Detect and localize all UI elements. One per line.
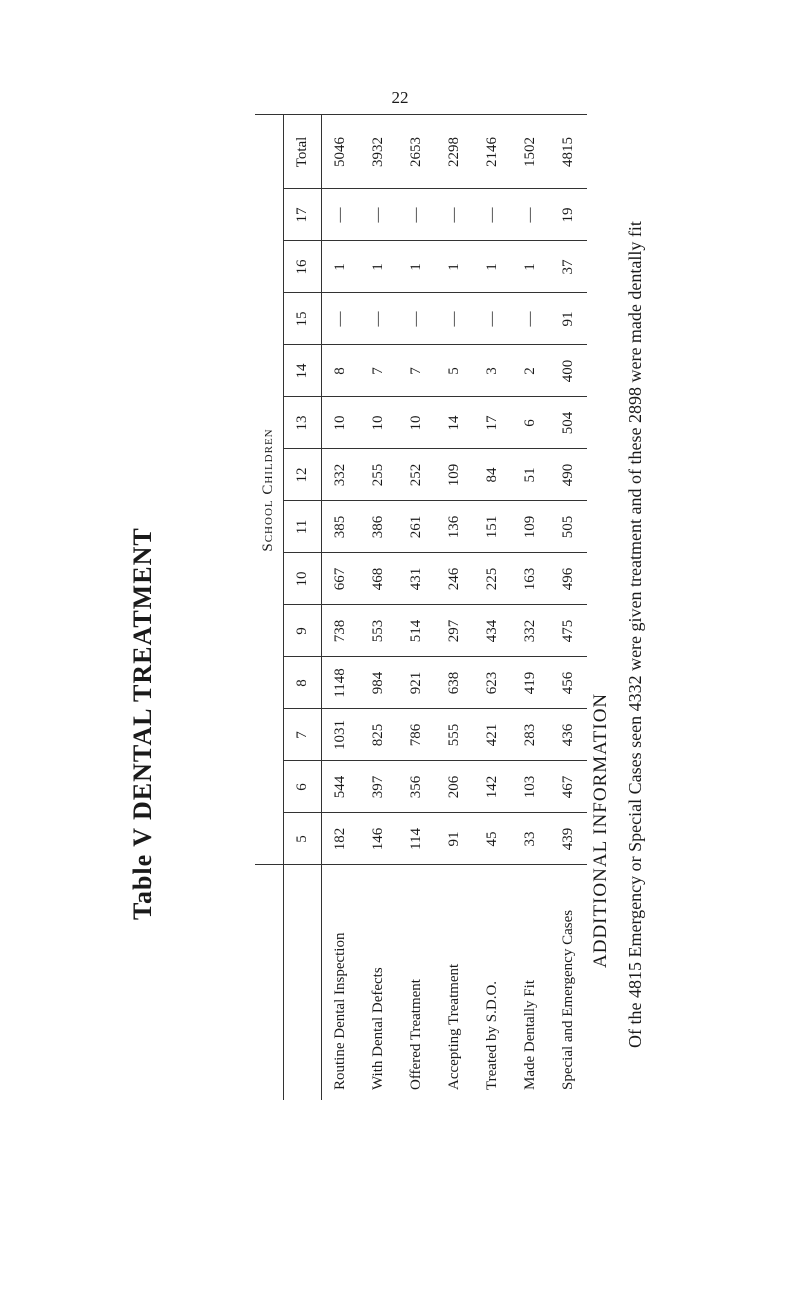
table-cell: 37 [549,241,587,293]
table-cell: 1 [397,241,435,293]
table-cell: 45 [473,813,511,865]
table-cell: 332 [321,449,359,501]
table-cell: 1 [511,241,549,293]
table-cell: 553 [359,605,397,657]
column-header: 15 [283,293,321,345]
dental-treatment-table [255,114,587,1100]
table-cell: 386 [359,501,397,553]
table-cell: 252 [397,449,435,501]
table-cell: 4815 [549,115,587,189]
table-cell: 332 [511,605,549,657]
column-header: 16 [283,241,321,293]
row-label: Routine Dental Inspection [321,865,359,1100]
dental-treatment-table-wrapper [255,115,576,1100]
table-cell: 84 [473,449,511,501]
table-row [359,115,397,1100]
table-cell: 385 [321,501,359,553]
table-cell: 468 [359,553,397,605]
column-header: 6 [283,761,321,813]
table-cell: 514 [397,605,435,657]
table-cell: — [435,293,473,345]
table-cell: 7 [359,345,397,397]
table-cell: 434 [473,605,511,657]
table-cell: 786 [397,709,435,761]
table-row [435,115,473,1100]
table-cell: 421 [473,709,511,761]
table-cell: 246 [435,553,473,605]
table-cell: 356 [397,761,435,813]
table-cell: 6 [511,397,549,449]
table-cell: 397 [359,761,397,813]
table-cell: — [359,189,397,241]
empty-header-cell [283,865,321,1100]
table-cell: 1 [473,241,511,293]
table-cell: 261 [397,501,435,553]
table-cell: 182 [321,813,359,865]
table-cell: 439 [549,813,587,865]
table-cell: 10 [397,397,435,449]
table-cell: 431 [397,553,435,605]
table-cell: 1031 [321,709,359,761]
table-cell: 91 [549,293,587,345]
table-cell: 206 [435,761,473,813]
table-cell: 490 [549,449,587,501]
table-cell: 436 [549,709,587,761]
table-cell: — [511,293,549,345]
table-cell: 151 [473,501,511,553]
table-cell: 225 [473,553,511,605]
table-cell: — [473,189,511,241]
table-cell: 467 [549,761,587,813]
table-cell: — [511,189,549,241]
table-cell: — [397,293,435,345]
table-cell: 17 [473,397,511,449]
table-cell: 283 [511,709,549,761]
footer-heading: ADDITIONAL INFORMATION [590,692,611,968]
table-cell: 5 [435,345,473,397]
table-cell: 114 [397,813,435,865]
table-cell: 297 [435,605,473,657]
table-cell: 14 [435,397,473,449]
table-cell: 103 [511,761,549,813]
page-number: 22 [391,88,409,107]
table-row [473,115,511,1100]
table-cell: — [473,293,511,345]
column-header: 10 [283,553,321,605]
table-cell: 1 [359,241,397,293]
table-cell: 136 [435,501,473,553]
column-header: 17 [283,189,321,241]
table-cell: 2298 [435,115,473,189]
table-cell: 1148 [321,657,359,709]
table-cell: 456 [549,657,587,709]
table-cell: 475 [549,605,587,657]
table-cell: 51 [511,449,549,501]
column-header: 8 [283,657,321,709]
table-cell: 504 [549,397,587,449]
column-header: 5 [283,813,321,865]
row-label: Offered Treatment [397,865,435,1100]
table-cell: 91 [435,813,473,865]
table-row [397,115,435,1100]
table-cell: 623 [473,657,511,709]
table-cell: 825 [359,709,397,761]
table-cell: 8 [321,345,359,397]
table-cell: 142 [473,761,511,813]
table-cell: 400 [549,345,587,397]
table-cell: — [359,293,397,345]
table-cell: 667 [321,553,359,605]
column-header: 9 [283,605,321,657]
table-cell: 33 [511,813,549,865]
column-header: 13 [283,397,321,449]
column-header: 14 [283,345,321,397]
table-cell: 5046 [321,115,359,189]
table-cell: 555 [435,709,473,761]
row-label: Made Dentally Fit [511,865,549,1100]
table-cell: 163 [511,553,549,605]
group-header: School Children [255,115,283,865]
table-row [321,115,359,1100]
table-cell: 496 [549,553,587,605]
table-cell: 146 [359,813,397,865]
table-body [321,115,587,1100]
table-cell: 10 [321,397,359,449]
table-cell: 10 [359,397,397,449]
table-cell: — [397,189,435,241]
table-cell: 1 [435,241,473,293]
row-label: With Dental Defects [359,865,397,1100]
table-cell: 1 [321,241,359,293]
table-cell: 2653 [397,115,435,189]
table-cell: 2 [511,345,549,397]
table-row [549,115,587,1100]
table-cell: 109 [511,501,549,553]
row-label: Special and Emergency Cases [549,865,587,1100]
row-label: Accepting Treatment [435,865,473,1100]
column-header: 11 [283,501,321,553]
row-label: Treated by S.D.O. [473,865,511,1100]
table-cell: 419 [511,657,549,709]
table-cell: — [321,293,359,345]
table-cell: 1502 [511,115,549,189]
table-cell: 2146 [473,115,511,189]
column-header: 7 [283,709,321,761]
column-header: Total [283,115,321,189]
empty-corner-cell [255,865,283,1100]
table-cell: 738 [321,605,359,657]
table-row [511,115,549,1100]
table-cell: — [321,189,359,241]
table-cell: 3 [473,345,511,397]
table-cell: 921 [397,657,435,709]
table-cell: 109 [435,449,473,501]
table-cell: 255 [359,449,397,501]
table-cell: 3932 [359,115,397,189]
table-cell: 7 [397,345,435,397]
column-header-row [283,115,321,1100]
table-cell: 984 [359,657,397,709]
footnote: Of the 4815 Emergency or Special Cases seen 4332 were given treatment and of these 2898 were made dentally fit [625,221,645,1048]
table-cell: 544 [321,761,359,813]
table-cell: — [435,189,473,241]
table-title: Table V DENTAL TREATMENT [128,527,157,920]
table-cell: 505 [549,501,587,553]
table-cell: 638 [435,657,473,709]
column-header: 12 [283,449,321,501]
table-cell: 19 [549,189,587,241]
